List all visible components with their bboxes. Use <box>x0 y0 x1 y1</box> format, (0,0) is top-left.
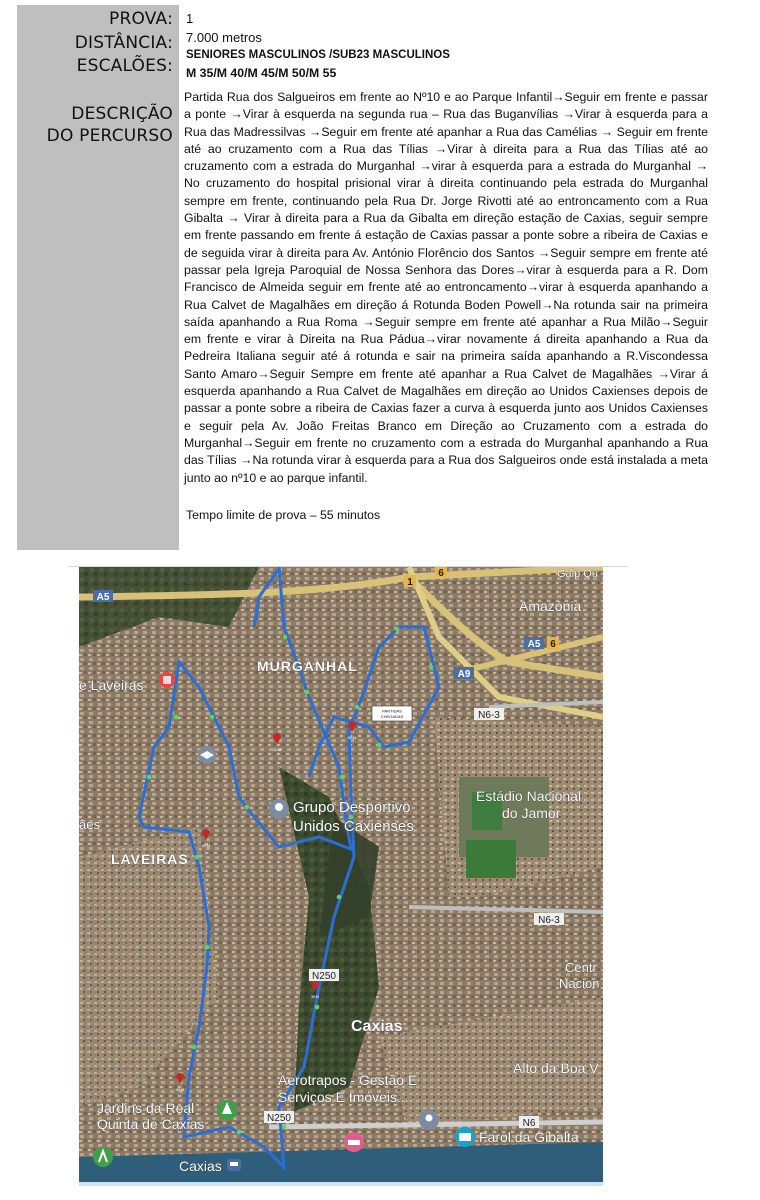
svg-text:A5: A5 <box>527 639 541 650</box>
map-label-caxias: Caxias <box>351 1018 403 1035</box>
sports-club-pin-icon <box>269 799 289 819</box>
map-label-farol: Farol da Gibalta <box>479 1129 579 1145</box>
descricao-label-line2: DO PERCURSO <box>46 126 173 146</box>
hiking-pin-icon <box>93 1147 113 1167</box>
map-label-aerotrapos-2: Serviços E Imóveis... <box>278 1089 409 1105</box>
svg-text:1KM: 1KM <box>272 747 282 752</box>
map-label-galp: Galp Qu <box>557 568 598 580</box>
laveiras-pin-icon <box>159 672 175 688</box>
camera-pin-icon <box>455 1127 475 1147</box>
distancia-value: 7.000 metros <box>186 30 262 45</box>
svg-text:CHEGADAS: CHEGADAS <box>380 714 404 719</box>
svg-text:N250: N250 <box>312 971 336 982</box>
map-label-amazonia: Amazónia <box>519 598 582 614</box>
map-label-estadio-1: Estádio Nacional <box>476 788 582 804</box>
hotel-pin-icon <box>344 1132 364 1152</box>
start-finish-box <box>372 706 412 721</box>
school-pin-icon <box>198 746 216 764</box>
map-label-laveiras-top: e Laveiras <box>79 677 144 693</box>
svg-text:6: 6 <box>438 568 444 579</box>
svg-text:N6-3: N6-3 <box>478 710 500 721</box>
map-label-grupo-2: Unidos Caxienses <box>293 818 414 835</box>
course-description: Partida Rua dos Salgueiros em frente ao Nº10 e ao Parque Infantil→Seguir em frente e passar a ponte →Virar à esquerda na segunda rua – Rua das Buganvílias →Virar à esquerda para a Rua das Madressilvas →Seguir em frente até apanhar a Rua das Camélias → Seguir em frente até ao cruzamento com a Rua das Tílias →Virar à direita para a Rua das Tílias até ao cruzamento com a estrada do Murganhal →virar à esquerda para a estrada do Murganhal → No cruzamento do hospital prisional virar à direita continuando pela estrada do Murganhal sempre em frente, continuando pela Rua Dr. Jorge Rivotti até ao entroncamento com a Rua Gibalta → Virar à direita para a Rua da Gibalta em direção estação de Caxias, seguir sempre em frente passando em frente á estação de Caxias passar a ponte sobre a ribeira de Caxias e de seguida virar à direita para Av. António Florêncio dos Santos →Seguir sempre em frente até passar pela Igreja Paroquial de Nossa Senhora das Dores→virar à esquerda para a R. Dom Francisco de Almeida seguir em frente até ao entroncamento→virar à esquerda apanhando a Rua Calvet de Magalhães em direção á Rotunda Boden Powell→Na rotunda sair na primeira saída apanhando a Rua Roma →Seguir sempre em frente até apanhar a Rua Milão→Seguir em frente e virar à Direita na Rua Pádua→virar novamente á direita apanhando a Rua da Pedreira Italiana seguir até á rotunda e sair na primeira saída apanhando a R.Viscondessa Santo Amaro→Seguir Sempre em frente até apanhar a Rua Calvet de Magalhães →Virar á esquerda apanhando a Rua Calvet de Magalhães em direção ao Unidos Caxienses depois de passar a ponte sobre a ribeira de Caxias fazer a curva à esquerda junto aos Unidos Caxienses e seguir pela Av. João Freitas Branco em Direção ao Cruzamento com a estrada do Murganhal→Seguir em frente no cruzamento com a estrada do Murganhal apanhando a Rua das Tílias →Na rotunda virar à esquerda para a Rua dos Salgueiros onde está instalada a meta junto ao nº10 e ao parque infantil. <box>184 90 708 485</box>
map-label-jardins-2: Quinta de Caxias <box>97 1116 205 1132</box>
map-label-murganhal: MURGANHAL <box>257 658 358 674</box>
descricao-label-line1: DESCRIÇÃO <box>71 104 173 124</box>
map-label-laveiras: LAVEIRAS <box>111 851 189 867</box>
svg-text:A5: A5 <box>96 592 110 603</box>
escaloes-value-line2: M 35/M 40/M 45/M 50/M 55 <box>186 66 337 80</box>
map-label-aes: ães <box>79 817 100 832</box>
map-label-caxias-station: Caxias <box>179 1158 222 1174</box>
svg-text:N6: N6 <box>522 1118 536 1129</box>
map-label-centro-2: Nacion <box>559 976 600 991</box>
map-label-centro-1: Centr <box>565 960 597 975</box>
svg-text:N250: N250 <box>267 1113 291 1124</box>
svg-text:A9: A9 <box>457 669 471 680</box>
svg-text:N6-3: N6-3 <box>538 915 560 926</box>
svg-text:6: 6 <box>550 639 556 650</box>
label-column <box>17 5 179 550</box>
prova-label: PROVA: <box>109 9 173 29</box>
map-label-estadio-2: do Jamor <box>502 805 561 821</box>
escaloes-value-line1: SENIORES MASCULINOS /SUB23 MASCULINOS <box>186 49 450 61</box>
svg-text:2KM: 2KM <box>201 843 211 848</box>
time-limit: Tempo limite de prova – 55 minutos <box>186 508 381 522</box>
map-label-grupo-1: Grupo Desportivo <box>293 799 411 816</box>
map-label-aerotrapos-1: Aerotrapos - Gestão E <box>278 1072 418 1088</box>
map-bottom-strip <box>79 1182 603 1186</box>
svg-text:5KM: 5KM <box>347 735 357 740</box>
escaloes-label: ESCALÕES: <box>76 56 173 76</box>
distancia-label: DISTÂNCIA: <box>74 33 173 53</box>
map-label-alto-boa: Alto da Boa V <box>513 1060 599 1076</box>
gray-pin-icon <box>419 1110 439 1130</box>
course-map <box>79 567 603 1182</box>
svg-text:3KM: 3KM <box>310 994 320 999</box>
map-svg <box>79 567 603 1182</box>
svg-text:4KM: 4KM <box>175 1087 185 1092</box>
train-station-icon <box>227 1159 241 1171</box>
prova-value: 1 <box>186 11 194 26</box>
svg-text:PARTIDAS: PARTIDAS <box>382 708 402 714</box>
map-label-jardins-1: Jardins da Real <box>97 1100 195 1116</box>
svg-text:1: 1 <box>407 577 413 588</box>
park-pin-icon <box>217 1100 237 1120</box>
